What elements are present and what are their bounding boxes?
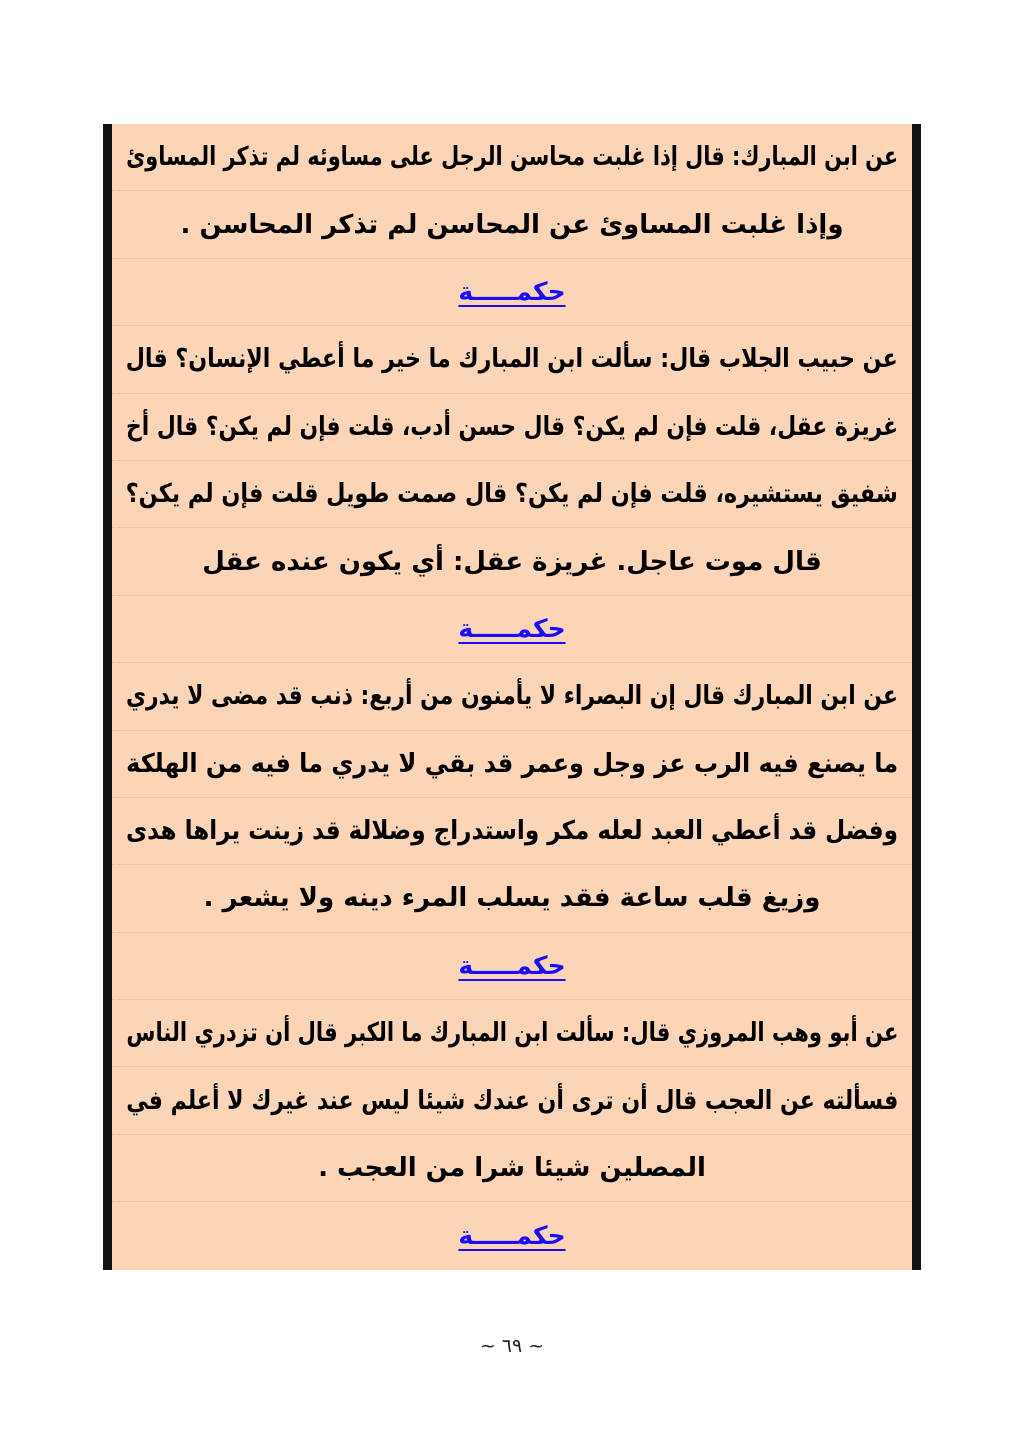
text-line [112,865,912,932]
line-text: المصلين شيئا شرا من العجب . [318,1153,706,1184]
text-line [112,731,912,798]
line-text: عن ابن المبارك: قال إذا غلبت محاسن الرجل على مساوئه لم تذكر المساوئ [126,142,898,173]
text-line [112,663,912,730]
hikma-link[interactable]: حكمـــــة [458,277,566,307]
line-text: عن حبيب الجلاب قال: سألت ابن المبارك ما خير ما أعطي الإنسان؟ قال [126,344,898,375]
text-line [112,461,912,528]
text-line [112,124,912,191]
section-heading-row [112,1202,912,1269]
section-heading-row [112,259,912,326]
line-text: شفيق يستشيره، قلت فإن لم يكن؟ قال صمت طويل قلت فإن لم يكن؟ [126,479,898,510]
section-heading-row [112,933,912,1000]
line-text: قال موت عاجل. غريزة عقل: أي يكون عنده عقل [202,546,822,577]
line-text: وزيغ قلب ساعة فقد يسلب المرء دينه ولا يشعر . [203,883,821,914]
line-text: غريزة عقل، قلت فإن لم يكن؟ قال حسن أدب، قلت فإن لم يكن؟ قال أخ [126,411,898,442]
text-line [112,798,912,865]
content-table [103,124,921,1270]
hikma-link[interactable]: حكمـــــة [458,951,566,981]
text-line [112,326,912,393]
line-text: وفضل قد أعطي العبد لعله مكر واستدراج وضلالة قد زينت يراها هدى [126,816,898,847]
text-line [112,191,912,258]
line-text: عن ابن المبارك قال إن البصراء لا يأمنون من أربع: ذنب قد مضى لا يدري [126,681,898,712]
text-line [112,1000,912,1067]
text-line [112,528,912,595]
text-line [112,1067,912,1134]
text-line [112,1135,912,1202]
line-text: ما يصنع فيه الرب عز وجل وعمر قد بقي لا يدري ما فيه من الهلكة [126,748,898,779]
text-line [112,394,912,461]
page-number: ~ ٦٩ ~ [479,1335,545,1357]
hikma-link[interactable]: حكمـــــة [458,1221,566,1251]
line-text: وإذا غلبت المساوئ عن المحاسن لم تذكر المحاسن . [180,209,844,240]
line-text: فسألته عن العجب قال أن ترى أن عندك شيئا ليس عند غيرك لا أعلم في [126,1085,898,1116]
section-heading-row [112,596,912,663]
hikma-link[interactable]: حكمـــــة [458,614,566,644]
line-text: عن أبو وهب المروزي قال: سألت ابن المبارك ما الكبر قال أن تزدري الناس [126,1018,898,1049]
